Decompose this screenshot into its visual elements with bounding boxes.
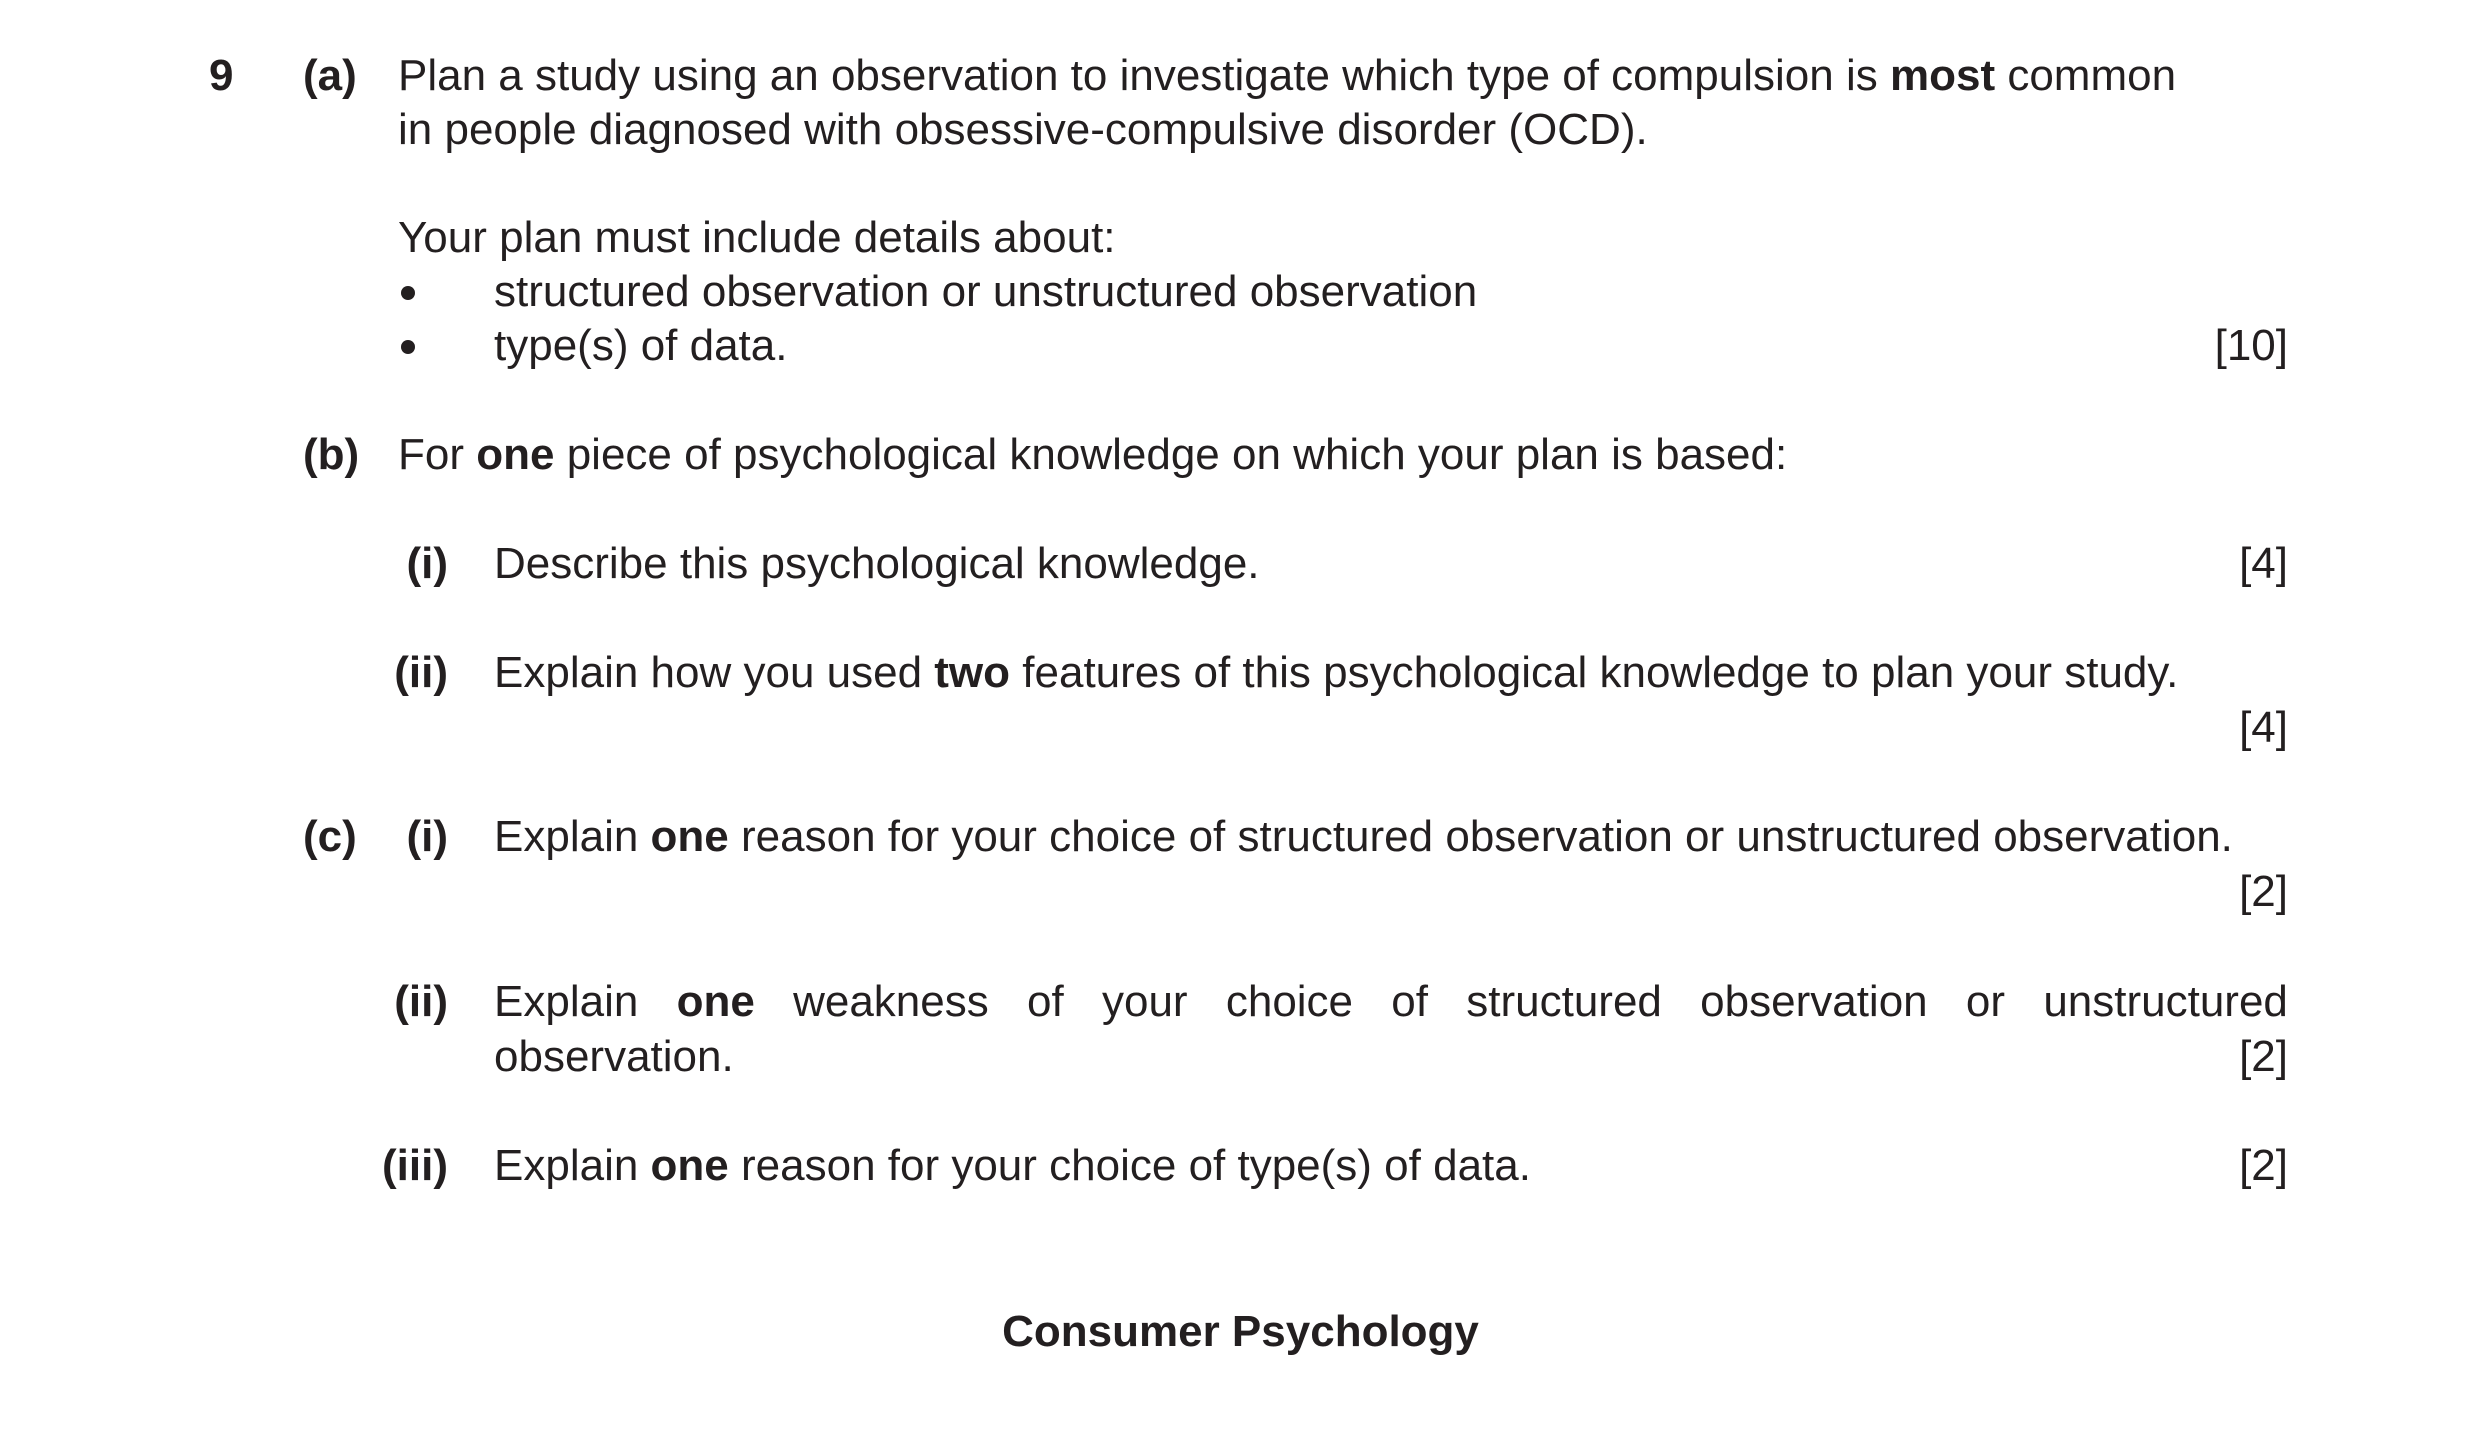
part-a-bullet-1: structured observation or unstructured observation xyxy=(494,267,1478,316)
part-c-i-label: (i) xyxy=(406,812,448,861)
part-c-ii-marks: [2] xyxy=(2239,1032,2288,1081)
part-c-i-marks: [2] xyxy=(2239,867,2288,916)
bullet-icon xyxy=(401,340,415,354)
part-a-marks: [10] xyxy=(2214,321,2288,370)
part-a-stem-pre: Plan a study using an observation to investigate which type of compulsion is xyxy=(398,51,1890,100)
part-a-bullet-2: type(s) of data. xyxy=(494,321,788,370)
part-b-i-marks: [4] xyxy=(2239,539,2288,588)
part-b-ii-post: features of this psychological knowledge to plan your study. xyxy=(1010,648,2179,697)
question-number: 9 xyxy=(209,51,234,100)
part-c-ii-word: choice xyxy=(1225,977,1354,1026)
part-c-i-pre: Explain xyxy=(494,812,651,861)
part-c-iii-post: reason for your choice of type(s) of data. xyxy=(728,1141,1531,1190)
part-b-stem-bold: one xyxy=(476,430,555,479)
part-c-ii-word: unstructured xyxy=(2043,977,2288,1026)
part-c-ii-line1 xyxy=(494,977,2288,1026)
part-a-stem-line2: in people diagnosed with obsessive-compulsive disorder (OCD). xyxy=(398,105,1648,154)
part-c-ii-word: of xyxy=(1391,977,1428,1026)
part-a-label: (a) xyxy=(303,51,357,100)
part-b-ii-text xyxy=(494,648,2179,697)
part-b-i-label: (i) xyxy=(406,539,448,588)
part-c-ii-line2: observation. xyxy=(494,1032,734,1081)
part-b-ii-marks: [4] xyxy=(2239,703,2288,752)
part-b-label: (b) xyxy=(303,430,360,479)
part-a-stem-post: common xyxy=(1995,51,2177,100)
part-c-ii-word-bold: one xyxy=(676,977,755,1026)
part-a-stem-line1 xyxy=(398,51,2288,100)
part-b-stem-pre: For xyxy=(398,430,477,479)
part-b-ii-bold: two xyxy=(934,648,1011,697)
section-heading: Consumer Psychology xyxy=(1002,1307,1479,1356)
part-c-ii-word: weakness xyxy=(793,977,989,1026)
part-c-ii-label: (ii) xyxy=(394,977,448,1026)
part-c-label: (c) xyxy=(303,812,357,861)
part-a-stem-bold: most xyxy=(1889,51,1996,100)
part-c-i-text xyxy=(494,812,2233,861)
part-c-i-post: reason for your choice of structured observation or unstructured observation. xyxy=(728,812,2233,861)
part-c-ii-word: your xyxy=(1101,977,1188,1026)
part-c-ii-word: observation xyxy=(1700,977,1928,1026)
part-a-intro: Your plan must include details about: xyxy=(398,213,1116,262)
part-b-stem xyxy=(398,430,1788,479)
part-c-iii-label: (iii) xyxy=(382,1141,448,1190)
part-b-i-text: Describe this psychological knowledge. xyxy=(494,539,1260,588)
part-c-i-bold: one xyxy=(650,812,729,861)
part-c-iii-bold: one xyxy=(650,1141,729,1190)
part-b-ii-label: (ii) xyxy=(394,648,448,697)
part-c-ii-word: of xyxy=(1027,977,1064,1026)
bullet-icon xyxy=(401,286,415,300)
part-c-ii-word: Explain xyxy=(494,977,639,1026)
part-b-ii-pre: Explain how you used xyxy=(494,648,935,697)
part-c-iii-marks: [2] xyxy=(2239,1141,2288,1190)
part-c-iii-pre: Explain xyxy=(494,1141,651,1190)
part-b-stem-post: piece of psychological knowledge on which your plan is based: xyxy=(554,430,1788,479)
part-c-ii-word: or xyxy=(1965,977,2006,1026)
part-c-iii-text xyxy=(494,1141,1531,1190)
part-c-ii-word: structured xyxy=(1466,977,1662,1026)
